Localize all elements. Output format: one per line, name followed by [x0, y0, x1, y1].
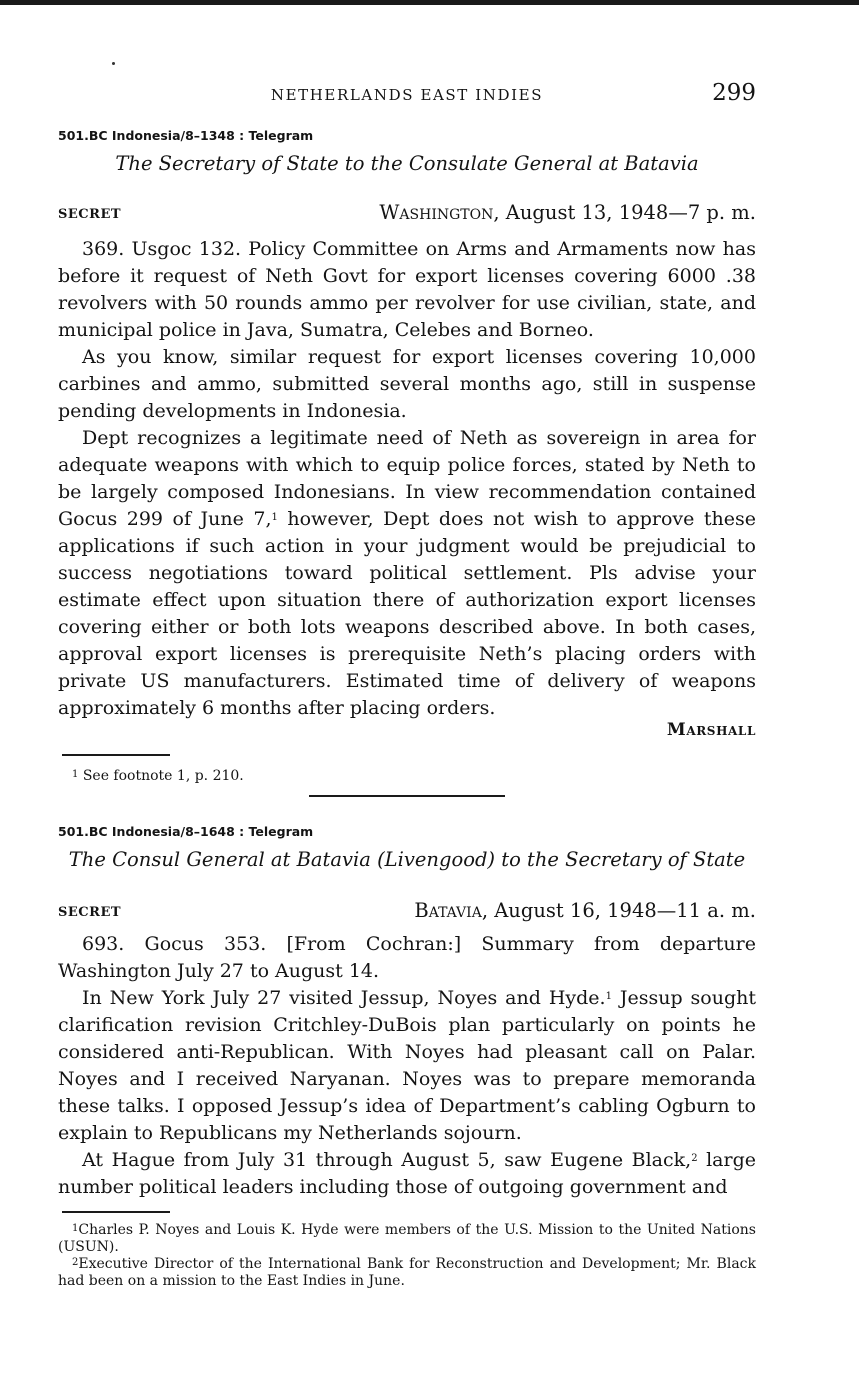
document-2-paragraph-text: Jessup sought clarification revision Critchley-DuBois plan particularly on points he considered anti-Republican. With Noyes had pleasant call on Palar. Noyes and I received Naryanan. Noyes was to prepare memoranda these talks. I opposed Jessup’s idea of Department’s cabling Ogburn to explain to Republicans my Netherlands sojourn.	[58, 987, 756, 1144]
document-2-heading: The Consul General at Batavia (Livengood) to the Secretary of State	[68, 848, 746, 871]
section-divider-wrapper	[58, 795, 756, 797]
document-1-paragraph-text: Dept recognizes a legitimate need of Neth as sovereign in area for adequate weapons with which to equip police forces, stated by Neth to be largely composed Indonesians. In view recommendation contained Gocus 299 of June 7,	[58, 427, 756, 530]
document-2-footnotes	[58, 1222, 756, 1290]
document-2-dateline-date: , August 16, 1948—11 a. m.	[481, 899, 756, 922]
document-1-paragraph	[58, 425, 756, 722]
document-2-dateline	[414, 899, 756, 922]
footnote-marker: 1	[72, 1223, 79, 1234]
document-1-dateline-place: Washington	[379, 201, 494, 224]
document-2-paragraph-text: large number political leaders including those of outgoing government and	[58, 1149, 756, 1198]
document-1-body	[58, 236, 756, 722]
document-2-paragraph-text: In New York July 27 visited Jessup, Noyes and Hyde.	[82, 987, 606, 1009]
document-2-footnote	[58, 1256, 756, 1290]
footnote-text: See footnote 1, p. 210.	[78, 768, 244, 784]
scan-speck	[112, 62, 115, 65]
document-2-file-reference: 501.BC Indonesia/8–1648 : Telegram	[58, 824, 314, 839]
document-2-dateline-place: Batavia	[414, 899, 482, 922]
footnote-reference-marker: 2	[691, 1153, 698, 1164]
document-1-file-reference: 501.BC Indonesia/8–1348 : Telegram	[58, 128, 314, 143]
running-title: NETHERLANDS EAST INDIES	[270, 86, 544, 104]
document-1-dateline-date: , August 13, 1948—7 p. m.	[493, 201, 756, 224]
document-1-dateline-row	[58, 198, 756, 224]
footnote-marker: 1	[72, 769, 79, 780]
document-2-paragraph	[58, 985, 756, 1147]
document-2-dateline-row	[58, 896, 756, 922]
footnote-divider	[62, 1211, 170, 1213]
footnote-marker: 2	[72, 1257, 79, 1268]
document-2-classification: SECRET	[58, 905, 122, 920]
top-border-rule	[0, 0, 859, 5]
document-2-paragraph	[58, 1147, 756, 1201]
document-2-body	[58, 931, 756, 1201]
footnote-text: Executive Director of the International Bank for Reconstruction and Development; Mr. Black had been on a mission to the East Indies in June.	[58, 1256, 756, 1289]
footnote-divider	[62, 754, 170, 756]
document-1-paragraph-text: however, Dept does not wish to approve these applications if such action in your judgment would be prejudicial to success negotiations toward political settlement. Pls advise your estimate effect upon situation there of authorization export licenses covering either or both lots weapons described above. In both cases, approval export licenses is prerequisite Neth’s placing orders with private US manufacturers. Estimated time of delivery of weapons approximately 6 months after placing orders.	[58, 508, 757, 719]
footnote-text: Charles P. Noyes and Louis K. Hyde were members of the U.S. Mission to the United Nations (USUN).	[58, 1222, 756, 1255]
running-head	[58, 80, 756, 110]
document-2-paragraph: 693. Gocus 353. [From Cochran:] Summary from departure Washington July 27 to August 14.	[58, 933, 756, 982]
document-1-dateline	[379, 201, 756, 224]
document-2-footnote	[58, 1222, 756, 1256]
document-1-classification: SECRET	[58, 207, 122, 222]
document-1-paragraph: 369. Usgoc 132. Policy Committee on Arms and Armaments now has before it request of Neth Govt for export licenses covering 6000 .38 revolvers with 50 rounds ammo per revolver for use civilian, state, and municipal police in Java, Sumatra, Celebes and Borneo.	[58, 238, 756, 341]
document-1-signature: Marshall	[666, 720, 756, 740]
document-2-paragraph-text: At Hague from July 31 through August 5, saw Eugene Black,	[82, 1149, 692, 1171]
document-1-paragraph: As you know, similar request for export licenses covering 10,000 carbines and ammo, submitted several months ago, still in suspense pending developments in Indonesia.	[58, 346, 756, 422]
page-number: 299	[712, 80, 756, 106]
footnote-reference-marker: 1	[605, 991, 612, 1002]
footnote-reference-marker: 1	[271, 512, 278, 523]
section-divider	[309, 795, 505, 797]
document-1-footnote	[58, 768, 756, 785]
document-1-heading: The Secretary of State to the Consulate General at Batavia	[115, 152, 699, 175]
